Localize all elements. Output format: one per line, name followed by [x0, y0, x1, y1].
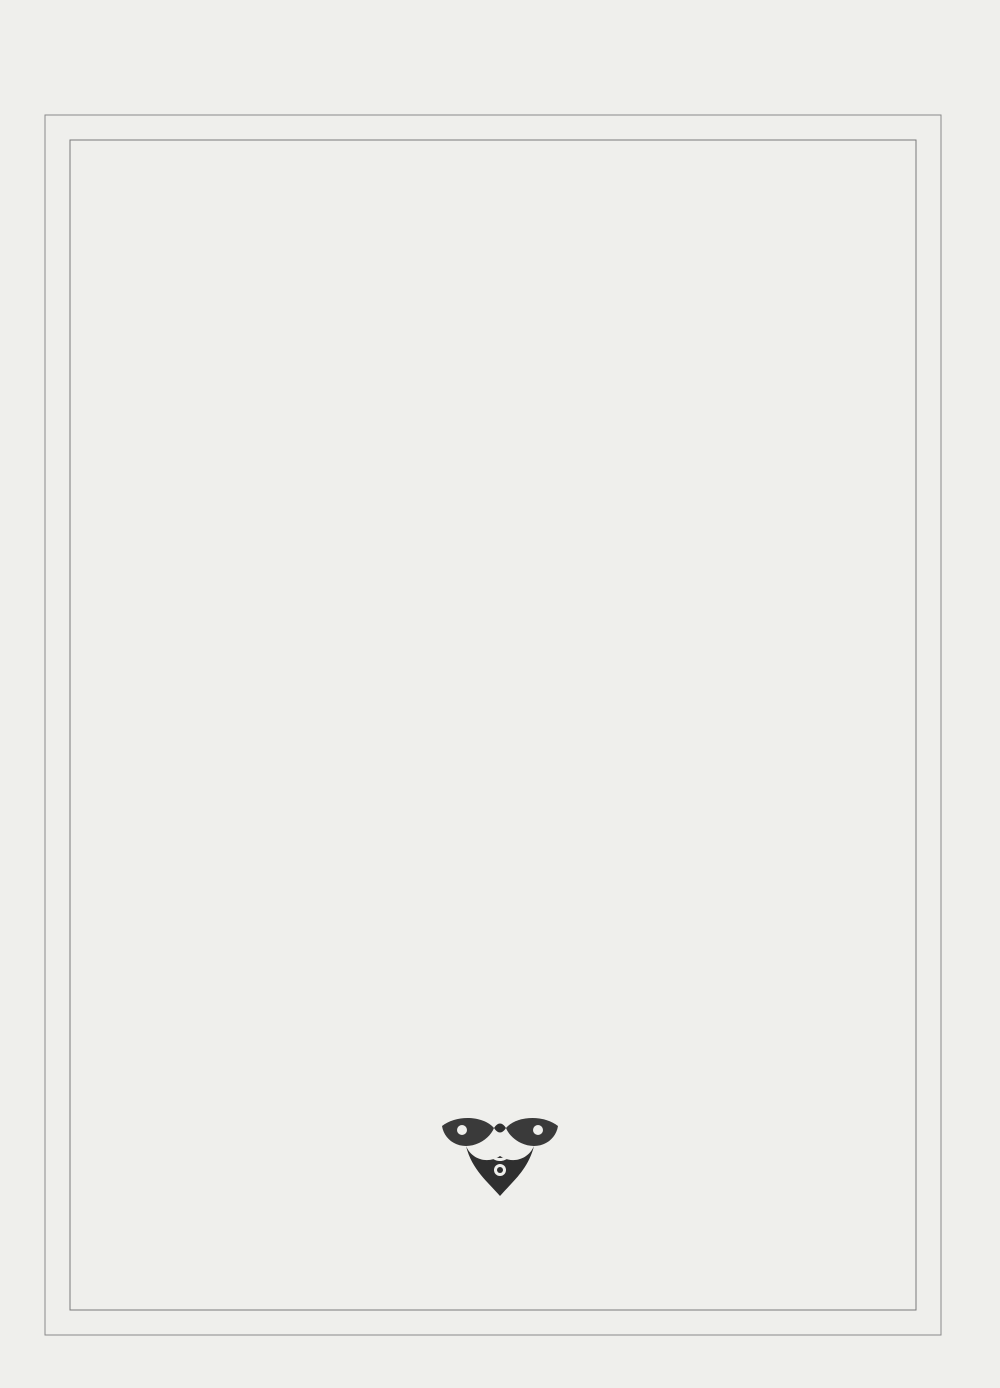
right-ornament-icon [500, 73, 516, 88]
left-ornament-icon [484, 73, 500, 88]
page-number-header [0, 70, 1000, 90]
fleuron-icon [432, 1112, 568, 1198]
